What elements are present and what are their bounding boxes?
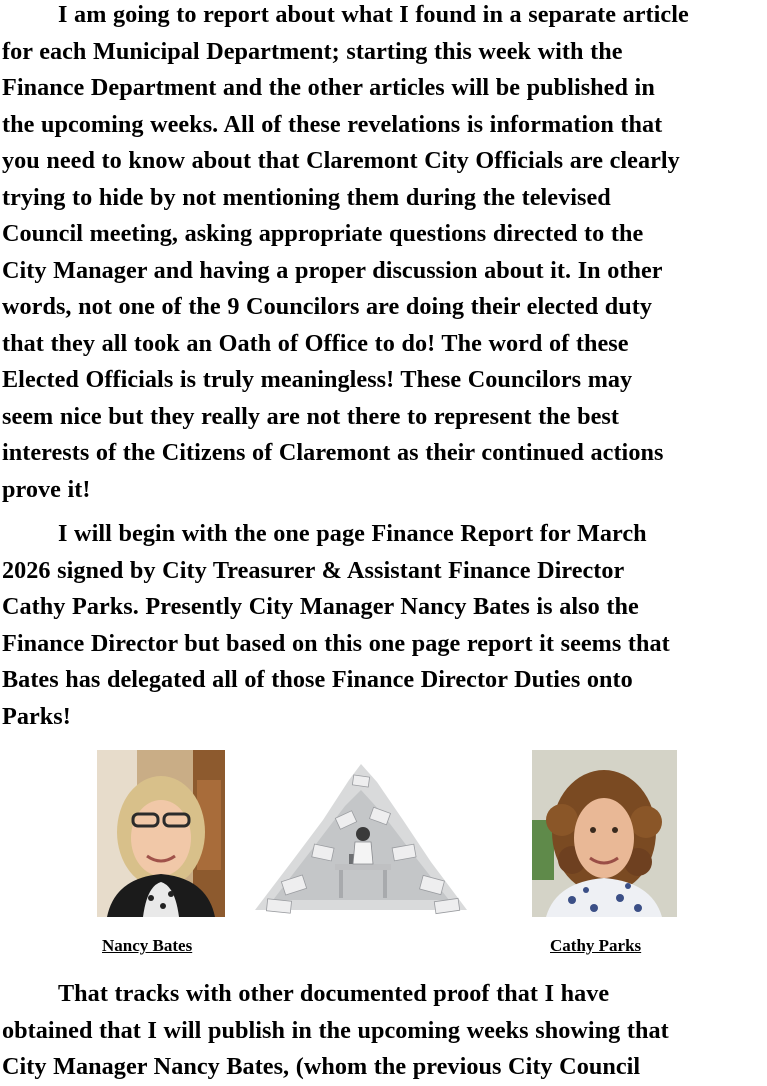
photo-nancy-bates xyxy=(97,750,225,917)
caption-cathy-parks: Cathy Parks xyxy=(550,936,642,955)
text-line: interests of the Citizens of Claremont as their continued actions xyxy=(2,439,664,466)
text-line: I am going to report about what I found in a separate article xyxy=(58,1,689,28)
text-line: Bates has delegated all of those Finance Director Duties onto xyxy=(2,666,633,693)
portrait-image xyxy=(532,750,677,917)
text-line: for each Municipal Department; starting this week with the xyxy=(2,37,623,65)
text-line: obtained that I will publish in the upcoming weeks showing that xyxy=(2,1016,669,1044)
text-line: That tracks with other documented proof that I have xyxy=(58,980,610,1007)
text-line: Cathy Parks. Presently City Manager Nancy Bates is also the xyxy=(2,593,639,620)
text-line: words, not one of the 9 Councilors are doing their elected duty xyxy=(2,293,653,320)
caption-nancy-bates: Nancy Bates xyxy=(102,936,193,955)
paragraph-intro xyxy=(2,0,689,508)
paragraph-finance-report xyxy=(2,516,670,735)
paragraph-documented-proof xyxy=(2,976,669,1086)
paper-pile-image xyxy=(253,750,469,917)
photo-cathy-parks xyxy=(532,750,677,917)
text-line: that they all took an Oath of Office to do! The word of these xyxy=(2,329,629,357)
text-line: seem nice but they really are not there to represent the best xyxy=(2,402,619,430)
text-line: Elected Officials is truly meaningless! These Councilors may xyxy=(2,366,633,393)
text-line: Council meeting, asking appropriate questions directed to the xyxy=(2,220,644,247)
text-line: the upcoming weeks. All of these revelations is information that xyxy=(2,110,663,138)
text-line: 2026 signed by City Treasurer & Assistant Finance Director xyxy=(2,556,625,584)
text-line: trying to hide by not mentioning them during the televised xyxy=(2,183,611,211)
text-line: Parks! xyxy=(2,702,71,730)
text-line: you need to know about that Claremont City Officials are clearly xyxy=(2,147,680,174)
paperwork-pile-illustration xyxy=(253,750,469,917)
text-line: Finance Director but based on this one page report it seems that xyxy=(2,629,670,657)
text-line: City Manager Nancy Bates, (whom the previous City Council xyxy=(2,1053,641,1080)
text-line: City Manager and having a proper discussion about it. In other xyxy=(2,256,663,284)
text-line: I will begin with the one page Finance Report for March xyxy=(58,520,647,547)
portrait-image xyxy=(97,750,225,917)
text-line: Finance Department and the other articles will be published in xyxy=(2,74,655,101)
text-line: prove it! xyxy=(2,475,91,503)
